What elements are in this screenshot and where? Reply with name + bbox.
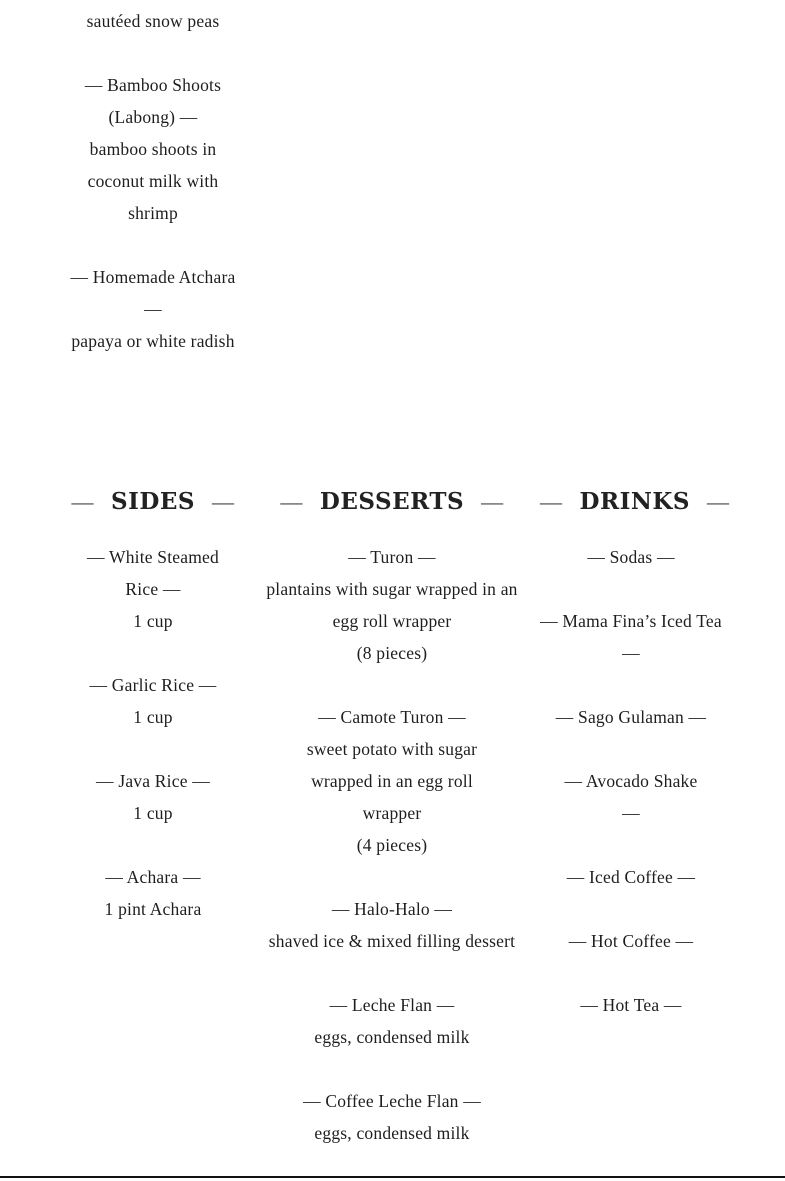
menu-item bbox=[70, 765, 236, 829]
section-title: DESSERTS bbox=[319, 488, 465, 515]
menu-item-title: — Leche Flan — bbox=[329, 995, 455, 1015]
menu-item-quantity: (8 pieces) bbox=[356, 643, 428, 663]
menu-item bbox=[262, 989, 522, 1053]
menu-item-description: shaved ice & mixed filling dessert bbox=[268, 931, 516, 951]
menu-item-title: — Turon — bbox=[348, 547, 436, 567]
menu-item bbox=[262, 701, 522, 861]
menu-item bbox=[262, 893, 522, 957]
menu-item bbox=[70, 669, 236, 733]
sides-column bbox=[70, 541, 236, 957]
menu-item-title: — Camote Turon — bbox=[318, 707, 466, 727]
menu-item-quantity: (4 pieces) bbox=[356, 835, 428, 855]
menu-item-title: — Coffee Leche Flan — bbox=[303, 1091, 481, 1111]
desserts-heading: — DESSERTS — bbox=[280, 488, 504, 515]
menu-item bbox=[70, 69, 236, 229]
menu-item-description: plantains with sugar wrapped in an egg roll wrapper bbox=[266, 579, 518, 631]
menu-item bbox=[262, 541, 522, 669]
menu-item-title: — Bamboo Shoots (Labong) — bbox=[84, 75, 222, 127]
drinks-heading: — DRINKS — bbox=[540, 488, 730, 515]
menu-item bbox=[70, 861, 236, 925]
menu-item-title: — Halo-Halo — bbox=[331, 899, 453, 919]
menu-item-description: eggs, condensed milk bbox=[314, 1027, 470, 1047]
menu-item-title: — Java Rice — bbox=[96, 771, 210, 791]
menu-item bbox=[540, 989, 722, 1021]
menu-item-title: — Mama Fina’s Iced Tea — bbox=[540, 611, 722, 663]
section-title: DRINKS bbox=[579, 488, 690, 515]
menu-item bbox=[262, 1085, 522, 1149]
menu-item bbox=[70, 541, 236, 637]
menu-item bbox=[70, 261, 236, 357]
menu-item-title: — Avocado Shake — bbox=[564, 771, 698, 823]
menu-item-description: 1 cup bbox=[133, 611, 173, 631]
menu-item-title: — Sodas — bbox=[587, 547, 675, 567]
menu-item-description: sautéed snow peas bbox=[86, 11, 220, 31]
menu-item-description: bamboo shoots in coconut milk with shrimp bbox=[87, 139, 219, 223]
menu-item bbox=[540, 925, 722, 957]
menu-item-title: — Homemade Atchara — bbox=[70, 267, 236, 319]
menu-item-title: — Garlic Rice — bbox=[89, 675, 217, 695]
desserts-column bbox=[262, 541, 522, 1181]
menu-item bbox=[540, 765, 722, 829]
menu-item-title: — White Steamed Rice — bbox=[87, 547, 219, 599]
drinks-column bbox=[540, 541, 722, 1053]
menu-item bbox=[540, 541, 722, 573]
menu-item-title: — Hot Tea — bbox=[580, 995, 682, 1015]
menu-item-description: sweet potato with sugar wrapped in an egg roll wrapper bbox=[306, 739, 478, 823]
menu-item-title: — Sago Gulaman — bbox=[555, 707, 707, 727]
menu-item bbox=[540, 861, 722, 893]
previous-section-column bbox=[70, 5, 236, 389]
menu-item-description: 1 cup bbox=[133, 803, 173, 823]
sides-heading: — SIDES — bbox=[71, 488, 235, 515]
menu-item bbox=[540, 605, 722, 669]
menu-item-title: — Achara — bbox=[105, 867, 201, 887]
menu-item-title: — Hot Coffee — bbox=[568, 931, 694, 951]
menu-item-description: eggs, condensed milk bbox=[314, 1123, 470, 1143]
menu-item-description: 1 pint Achara bbox=[104, 899, 202, 919]
menu-item bbox=[70, 5, 236, 37]
menu-item-description: 1 cup bbox=[133, 707, 173, 727]
menu-item-description: papaya or white radish bbox=[71, 331, 235, 351]
menu-item-title: — Iced Coffee — bbox=[566, 867, 696, 887]
section-title: SIDES bbox=[111, 488, 195, 515]
menu-item bbox=[540, 701, 722, 733]
